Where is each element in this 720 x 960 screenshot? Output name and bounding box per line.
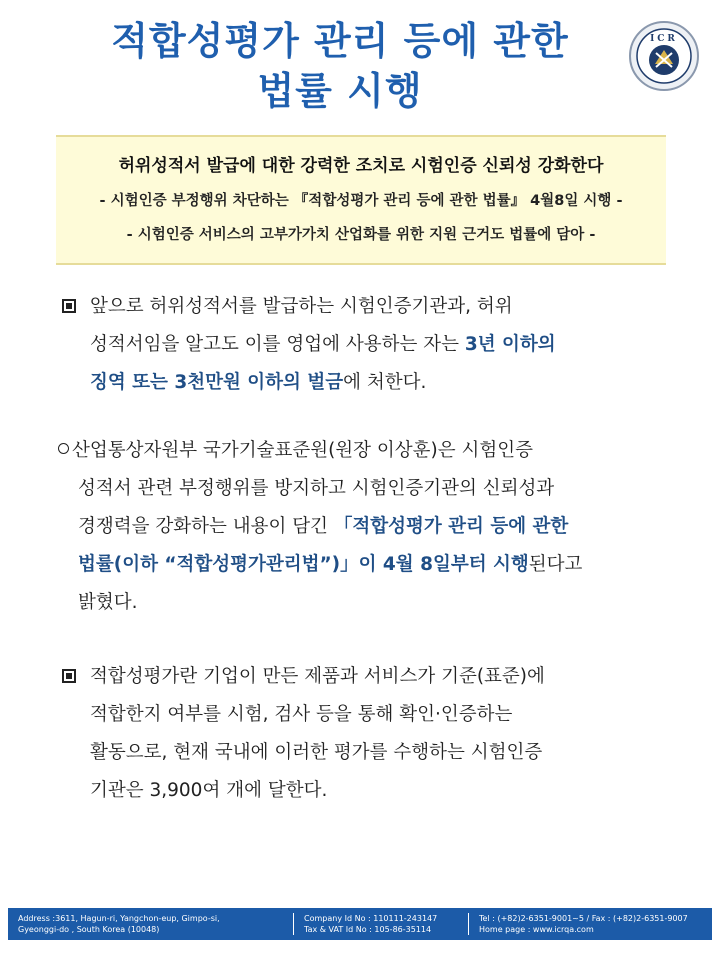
page-title: [60, 16, 620, 116]
p2-line-3: 경쟁력을 강화하는 내용이 담긴: [78, 516, 334, 537]
p1-line-3-highlight: 징역 또는 3천만원 이하의 벌금: [90, 372, 344, 393]
p2-line-5: 밝혔다.: [78, 592, 138, 613]
paragraph-3: [62, 658, 662, 810]
title-line-2: 법률 시행: [257, 69, 423, 113]
footer-address-line-2: Gyeonggi-do , South Korea (10048): [18, 925, 160, 934]
footer-bar: [8, 908, 712, 940]
summary-box: [56, 135, 666, 265]
summary-subline-2: - 시험인증 서비스의 고부가가치 산업화를 위한 지원 근거도 법률에 담아 -: [126, 227, 596, 243]
footer-homepage-link[interactable]: Home page : www.icrqa.com: [479, 925, 594, 934]
footer-tel-fax: Tel : (+82)2-6351-9001~5 / Fax : (+82)2-6351-9007: [479, 914, 688, 923]
p1-line-3: 에 처한다.: [343, 372, 427, 393]
paragraph-1: [62, 288, 662, 402]
summary-subline-1: - 시험인증 부정행위 차단하는 『적합성평가 관리 등에 관한 법률』 4월8일 시행 -: [99, 193, 623, 209]
summary-headline: 허위성적서 발급에 대한 강력한 조치로 시험인증 신뢰성 강화한다: [118, 156, 604, 176]
p2-line-4-highlight: 법률(이하 “적합성평가관리법”)」이 4월 8일부터 시행: [78, 554, 529, 575]
p1-line-2: 성적서임을 알고도 이를 영업에 사용하는 자는: [90, 334, 465, 355]
p1-line-2-highlight: 3년 이하의: [464, 334, 556, 355]
p2-line-1: 산업통상자원부 국가기술표준원(원장 이상훈)은 시험인증: [72, 440, 533, 461]
footer-address-line-1: Address :3611, Hagun-ri, Yangchon-eup, Gimpo-si,: [18, 914, 220, 923]
footer-address: [8, 913, 293, 935]
p2-line-3-highlight: 「적합성평가 관리 등에 관한: [333, 516, 569, 537]
footer-company-id: Company Id No : 110111-243147: [304, 914, 438, 923]
footer-ids: [293, 913, 468, 935]
title-line-1: 적합성평가 관리 등에 관한: [111, 19, 569, 63]
p3-line-2: 적합한지 여부를 시험, 검사 등을 통해 확인·인증하는: [90, 704, 513, 725]
square-bullet-icon: [62, 299, 76, 313]
p2-line-2: 성적서 관련 부정행위를 방지하고 시험인증기관의 신뢰성과: [78, 478, 555, 499]
p3-line-4: 기관은 3,900여 개에 달한다.: [90, 780, 328, 801]
p3-line-1: 적합성평가란 기업이 만든 제품과 서비스가 기준(표준)에: [90, 666, 545, 687]
footer-tax-id: Tax & VAT Id No : 105-86-35114: [304, 925, 432, 934]
circle-bullet-icon: [58, 443, 69, 454]
logo-text: ICR: [650, 34, 678, 44]
footer-contact: [468, 913, 712, 935]
p3-line-3: 활동으로, 현재 국내에 이러한 평가를 수행하는 시험인증: [90, 742, 543, 763]
square-bullet-icon: [62, 669, 76, 683]
p2-line-4: 된다고: [528, 554, 583, 575]
icr-logo: [628, 20, 700, 92]
p1-line-1: 앞으로 허위성적서를 발급하는 시험인증기관과, 허위: [90, 296, 513, 317]
paragraph-2: [58, 432, 658, 622]
